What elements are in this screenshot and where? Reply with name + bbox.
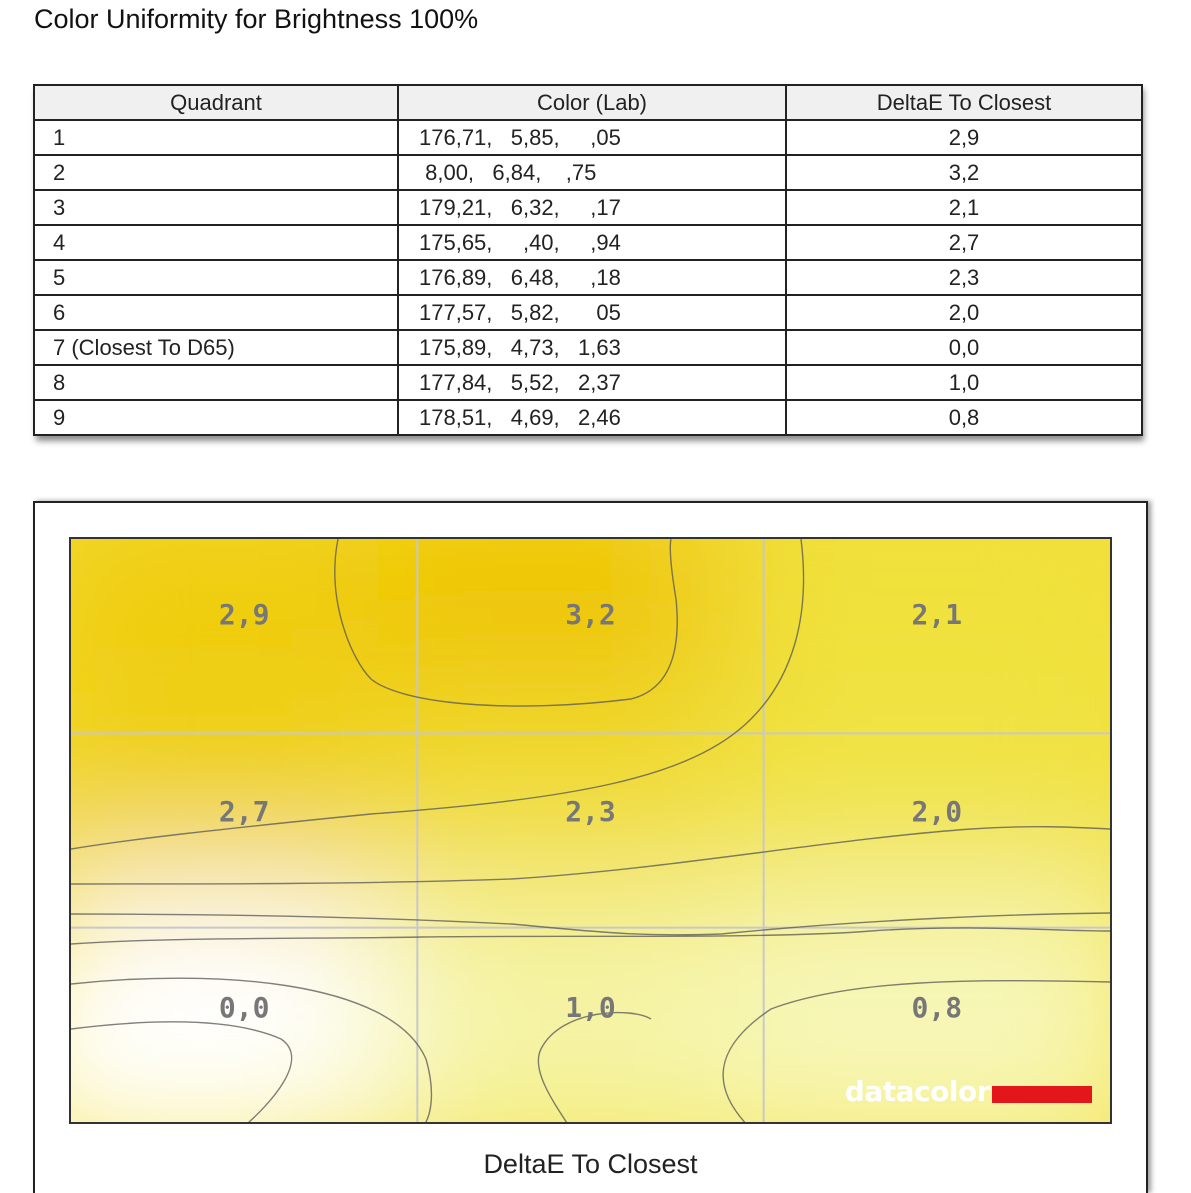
cell-deltae: 1,0 <box>786 365 1142 400</box>
table-row <box>34 155 1142 190</box>
table-row <box>34 225 1142 260</box>
cell-deltae: 3,2 <box>786 155 1142 190</box>
cell-color-lab: 175,65, ,40, ,94 <box>398 225 786 260</box>
cell-quadrant: 3 <box>34 190 398 225</box>
cell-quadrant: 5 <box>34 260 398 295</box>
cell-color-lab: 176,71, 5,85, ,05 <box>398 120 786 155</box>
cell-quadrant: 6 <box>34 295 398 330</box>
table-row <box>34 400 1142 435</box>
cell-quadrant: 1 <box>34 120 398 155</box>
cell-value-label: 0,8 <box>911 991 963 1024</box>
cell-color-lab: 177,84, 5,52, 2,37 <box>398 365 786 400</box>
uniformity-table-container <box>33 84 1141 436</box>
cell-quadrant: 8 <box>34 365 398 400</box>
cell-color-lab: 176,89, 6,48, ,18 <box>398 260 786 295</box>
header-quadrant: Quadrant <box>34 85 398 120</box>
chart-x-label: DeltaE To Closest <box>483 1149 698 1179</box>
cell-deltae: 2,0 <box>786 295 1142 330</box>
cell-value-label: 2,9 <box>218 598 270 631</box>
cell-value-label: 3,2 <box>565 598 616 631</box>
table-row <box>34 260 1142 295</box>
cell-value-label: 2,3 <box>565 795 616 828</box>
cell-color-lab: 175,89, 4,73, 1,63 <box>398 330 786 365</box>
table-row <box>34 295 1142 330</box>
header-deltae: DeltaE To Closest <box>786 85 1142 120</box>
cell-deltae: 2,1 <box>786 190 1142 225</box>
logo-text: datacolor <box>844 1075 990 1108</box>
cell-quadrant: 7 (Closest To D65) <box>34 330 398 365</box>
datacolor-logo <box>844 1075 1092 1108</box>
cell-color-lab: 177,57, 5,82, 05 <box>398 295 786 330</box>
cell-color-lab: 179,21, 6,32, ,17 <box>398 190 786 225</box>
cell-color-lab: 8,00, 6,84, ,75 <box>398 155 786 190</box>
heatmap-svg <box>71 539 1110 1122</box>
logo-red-bar <box>992 1086 1092 1103</box>
cell-deltae: 2,9 <box>786 120 1142 155</box>
cell-quadrant: 2 <box>34 155 398 190</box>
uniformity-table <box>33 84 1143 436</box>
cell-value-label: 1,0 <box>565 991 616 1024</box>
cell-deltae: 2,3 <box>786 260 1142 295</box>
uniformity-heatmap <box>69 537 1112 1124</box>
cell-deltae: 0,8 <box>786 400 1142 435</box>
cell-color-lab: 178,51, 4,69, 2,46 <box>398 400 786 435</box>
table-header-row <box>34 85 1142 120</box>
cell-quadrant: 9 <box>34 400 398 435</box>
cell-value-label: 2,0 <box>911 795 963 828</box>
cell-quadrant: 4 <box>34 225 398 260</box>
table-row <box>34 330 1142 365</box>
table-row <box>34 120 1142 155</box>
table-row <box>34 365 1142 400</box>
cell-value-label: 0,0 <box>218 991 270 1024</box>
cell-deltae: 2,7 <box>786 225 1142 260</box>
header-color-lab: Color (Lab) <box>398 85 786 120</box>
page-title: Color Uniformity for Brightness 100% <box>34 4 479 34</box>
chart-frame <box>33 501 1148 1193</box>
cell-value-label: 2,1 <box>911 598 963 631</box>
cell-value-label: 2,7 <box>218 795 270 828</box>
cell-deltae: 0,0 <box>786 330 1142 365</box>
table-row <box>34 190 1142 225</box>
